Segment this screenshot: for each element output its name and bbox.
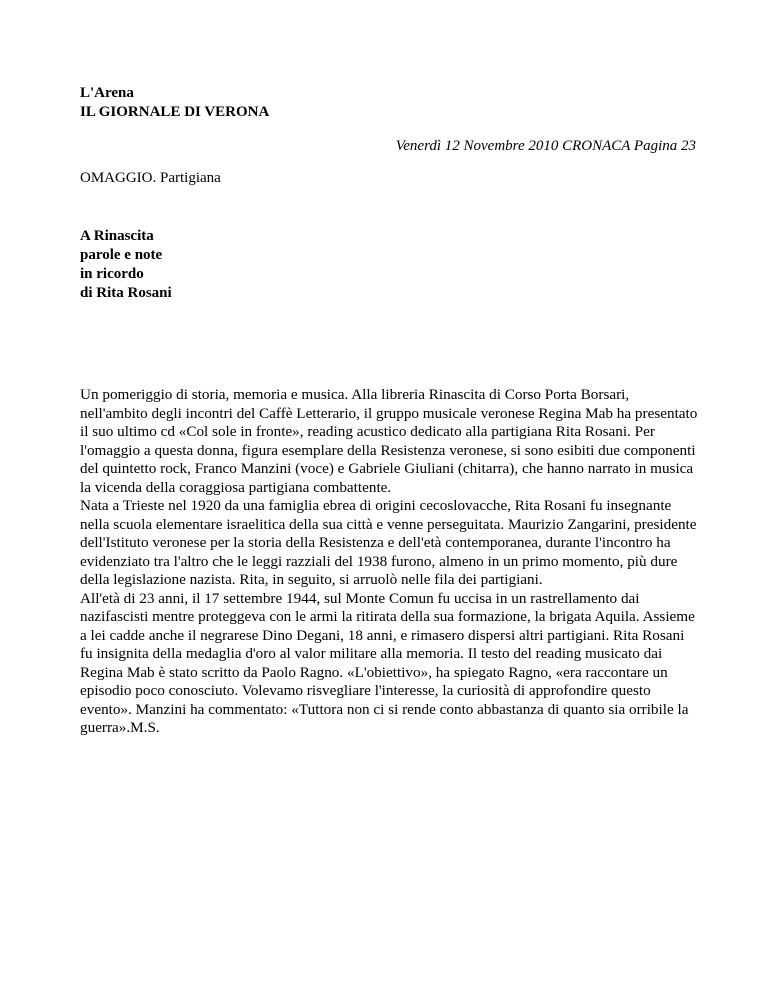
- headline-line: parole e note: [80, 247, 163, 263]
- masthead: [80, 84, 700, 122]
- article-body: [80, 386, 700, 738]
- headline-line: A Rinascita: [80, 228, 154, 244]
- newspaper-name: L'Arena: [80, 85, 134, 101]
- headline-line: in ricordo: [80, 266, 144, 282]
- headline: [80, 227, 700, 303]
- dateline: Venerdì 12 Novembre 2010 CRONACA Pagina 23: [395, 138, 696, 154]
- headline-line: di Rita Rosani: [80, 285, 172, 301]
- article-page: [80, 84, 700, 738]
- body-paragraph: All'età di 23 anni, il 17 settembre 1944, sul Monte Comun fu uccisa in un rastrellamento dai nazifascisti mentre proteggeva con le armi la ritirata della sua formazione, la brigata Aquila. Assieme a lei cadde anche il negrarese Dino Degani, 18 anni, e rimasero dispersi altri partigiani. Rita Rosani fu insignita della medaglia d'oro al valor militare alla memoria. Il testo del reading musicato dai Regina Mab è stato scritto da Paolo Ragno. «L'obiettivo», ha spiegato Ragno, «era raccontare un episodio poco conosciuto. Volevamo risvegliare l'interesse, la curiosità di approfondire questo evento». Manzini ha commentato: «Tuttora non ci si rende conto abbastanza di quanto sia orribile la guerra».M.S.: [80, 589, 695, 736]
- body-paragraph: Nata a Trieste nel 1920 da una famiglia ebrea di origini cecoslovacche, Rita Rosani fu insegnante nella scuola elementare israelitica della sua città e venne perseguitata. Maurizio Zangarini, presidente dell'Istituto veronese per la storia della Resistenza e dell'età contemporanea, durante l'incontro ha evidenziato tra l'altro che le leggi razziali del 1938 furono, almeno in un primo momento, più dure della legislazione nazista. Rita, in seguito, si arruolò nelle fila dei partigiani.: [80, 497, 697, 588]
- body-paragraph: Un pomeriggio di storia, memoria e musica. Alla libreria Rinascita di Corso Porta Borsari, nell'ambito degli incontri del Caffè Letterario, il gruppo musicale veronese Regina Mab ha presentato il suo ultimo cd «Col sole in fronte», reading acustico dedicato alla partigiana Rita Rosani. Per l'omaggio a questa donna, figura esemplare della Resistenza veronese, si sono esibiti due componenti del quintetto rock, Franco Manzini (voce) e Gabriele Giuliani (chitarra), che hanno narrato in musica la vicenda della coraggiosa partigiana combattente.: [80, 386, 698, 496]
- section-label: OMAGGIO. Partigiana: [80, 170, 221, 186]
- newspaper-subtitle: IL GIORNALE DI VERONA: [80, 104, 270, 120]
